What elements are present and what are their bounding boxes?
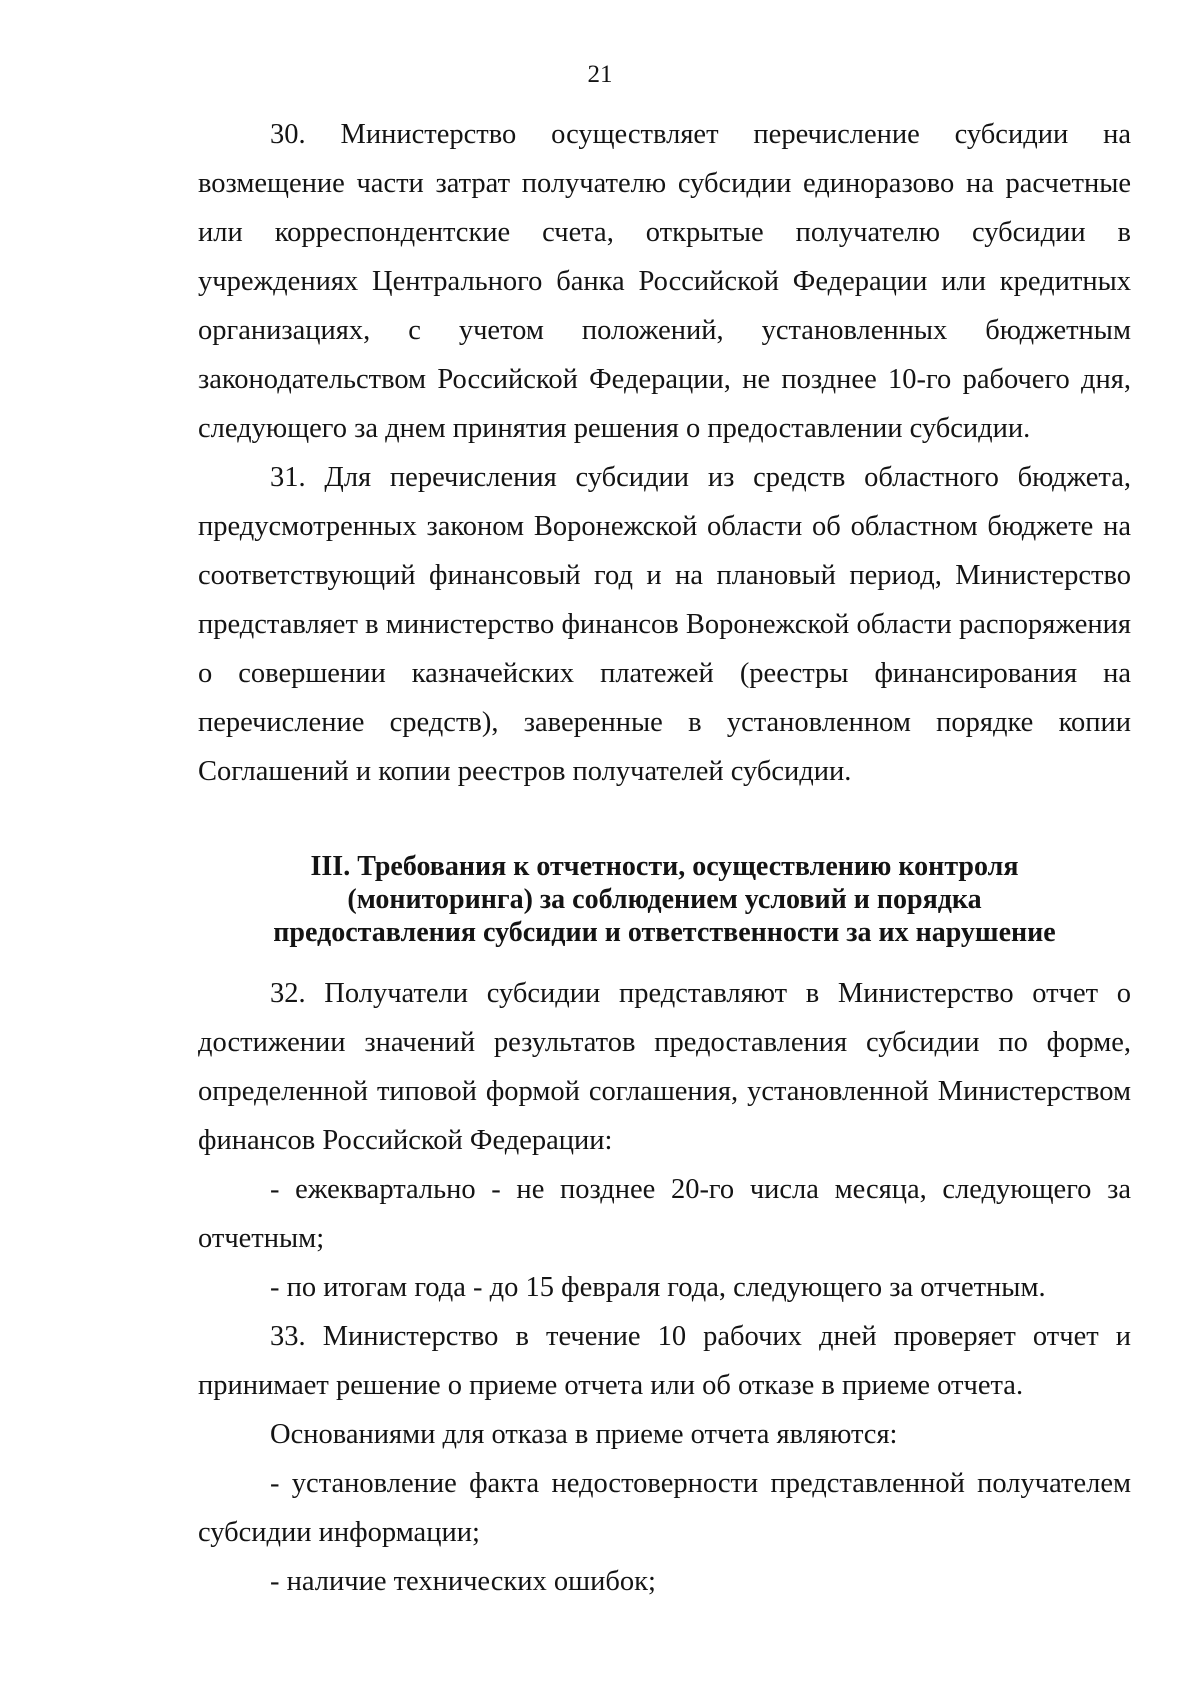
refusal-grounds-intro: Основаниями для отказа в приеме отчета являются:: [270, 1419, 898, 1450]
list-item-quarterly: - ежеквартально - не позднее 20-го числа месяца, следующего за отчетным;: [198, 1174, 1131, 1254]
section-heading-line-2: (мониторинга) за соблюдением условий и порядка: [347, 884, 982, 915]
paragraph-33: 33. Министерство в течение 10 рабочих дней проверяет отчет и принимает решение о приеме отчета или об отказе в приеме отчета.: [198, 1321, 1131, 1401]
list-item-annual: - по итогам года - до 15 февраля года, следующего за отчетным.: [270, 1272, 1046, 1303]
document-body: [198, 110, 1131, 1606]
list-item-technical-errors: - наличие технических ошибок;: [270, 1566, 656, 1597]
paragraph-31: 31. Для перечисления субсидии из средств областного бюджета, предусмотренных законом Воронежской области об областном бюджете на соответствующий финансовый год и на плановый период, Министерство представляет в министерство финансов Воронежской области распоряжения о совершении казначейских платежей (реестры финансирования на перечисление средств), заверенные в установленном порядке копии Соглашений и копии реестров получателей субсидии.: [198, 462, 1131, 787]
page-number: 21: [587, 61, 613, 88]
list-item-unreliable-info: - установление факта недостоверности представленной получателем субсидии информации;: [198, 1468, 1131, 1548]
section-heading-line-3: предоставления субсидии и ответственности за их нарушение: [273, 917, 1056, 948]
paragraph-30: 30. Министерство осуществляет перечисление субсидии на возмещение части затрат получателю субсидии единоразово на расчетные или корреспондентские счета, открытые получателю субсидии в учреждениях Центрального банка Российской Федерации или кредитных организациях, с учетом положений, установленных бюджетным законодательством Российской Федерации, не позднее 10-го рабочего дня, следующего за днем принятия решения о предоставлении субсидии.: [198, 119, 1131, 444]
section-heading: [198, 850, 1131, 949]
paragraph-32: 32. Получатели субсидии представляют в Министерство отчет о достижении значений результатов предоставления субсидии по форме, определенной типовой формой соглашения, установленной Министерством финансов Российской Федерации:: [198, 978, 1131, 1156]
section-heading-line-1: III. Требования к отчетности, осуществлению контроля: [310, 851, 1019, 882]
